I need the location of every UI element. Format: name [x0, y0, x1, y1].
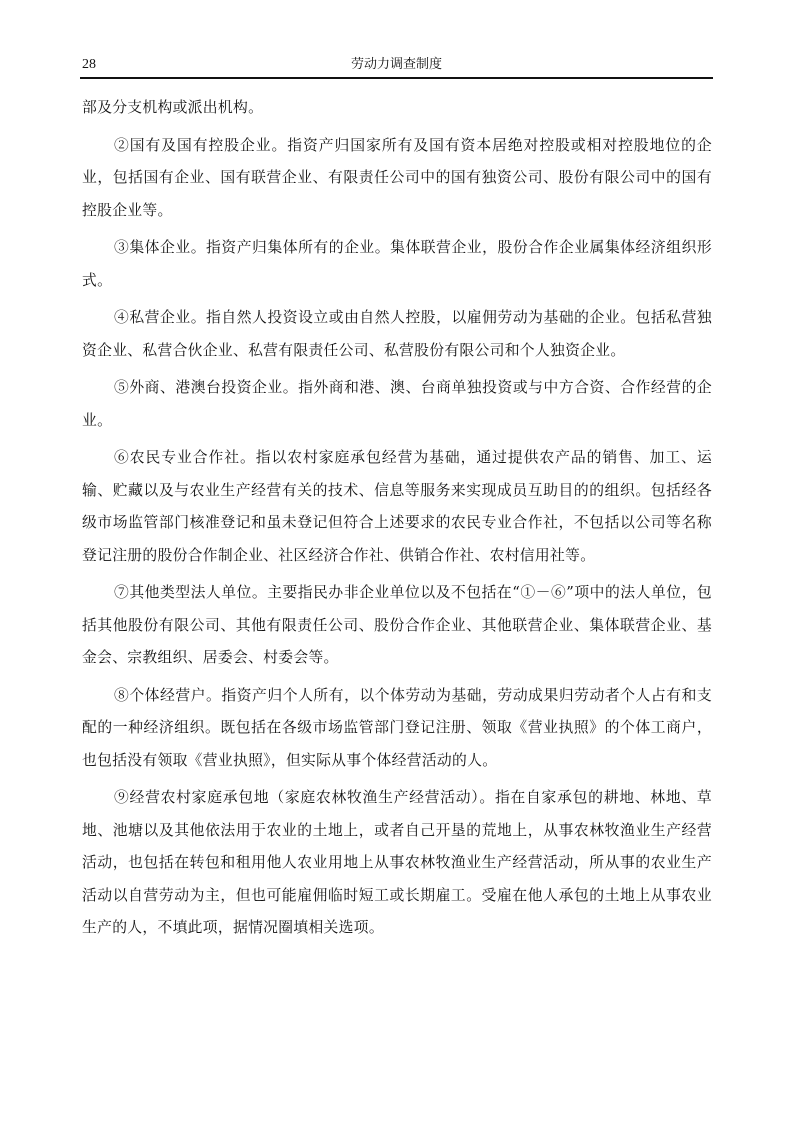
paragraph-individual-business: ⑧个体经营户。指资产归个人所有，以个体劳动为基础，劳动成果归劳动者个人占有和支配的一种经济组织。既包括在各级市场监管部门登记注册、领取《营业执照》的个体工商户，也包括没有领取《营业执照》，但实际从事个体经营活动的人。 [82, 686, 712, 769]
paragraph-farmer-cooperative: ⑥农民专业合作社。指以农村家庭承包经营为基础，通过提供农产品的销售、加工、运输、贮藏以及与农业生产经营有关的技术、信息等服务来实现成员互助目的的组织。包括经各级市场监管部门核准登记和虽未登记但符合上述要求的农民专业合作社，不包括以公司等名称登记注册的股份合作制企业、社区经济合作社、供销合作社、农村信用社等。 [82, 449, 712, 564]
paragraph-foreign-hmt-enterprise: ⑤外商、港澳台投资企业。指外商和港、澳、台商单独投资或与中方合资、合作经营的企业。 [82, 379, 712, 429]
body-text [82, 92, 712, 950]
page-number: 28 [82, 57, 96, 72]
paragraph-rural-household-contract-land: ⑨经营农村家庭承包地（家庭农林牧渔生产经营活动）。指在自家承包的耕地、林地、草地、池塘以及其他依法用于农业的土地上，或者自己开垦的荒地上，从事农林牧渔业生产经营活动，也包括在转包和租用他人农业用地上从事农林牧渔业生产经营活动，所从事的农业生产活动以自营劳动为主，但也可能雇佣临时短工或长期雇工。受雇在他人承包的土地上从事农业生产的人，不填此项，据情况圈填相关选项。 [82, 789, 712, 936]
paragraph-continuation: 部及分支机构或派出机构。 [82, 99, 264, 116]
paragraph-private-enterprise: ④私营企业。指自然人投资设立或由自然人控股，以雇佣劳动为基础的企业。包括私营独资企业、私营合伙企业、私营有限责任公司、私营股份有限公司和个人独资企业。 [82, 309, 712, 359]
paragraph-state-owned-enterprise: ②国有及国有控股企业。指资产归国家所有及国有资本居绝对控股或相对控股地位的企业，包括国有企业、国有联营企业、有限责任公司中的国有独资公司、股份有限公司中的国有控股企业等。 [82, 136, 712, 219]
running-header-title: 劳动力调查制度 [350, 57, 442, 72]
paragraph-collective-enterprise: ③集体企业。指资产归集体所有的企业。集体联营企业，股份合作企业属集体经济组织形式。 [82, 239, 712, 289]
header-rule [80, 77, 713, 79]
paragraph-other-legal-entity: ⑦其他类型法人单位。主要指民办非企业单位以及不包括在“①－⑥”项中的法人单位，包括其他股份有限公司、其他有限责任公司、股份合作企业、其他联营企业、集体联营企业、基金会、宗教组织、居委会、村委会等。 [82, 584, 712, 666]
